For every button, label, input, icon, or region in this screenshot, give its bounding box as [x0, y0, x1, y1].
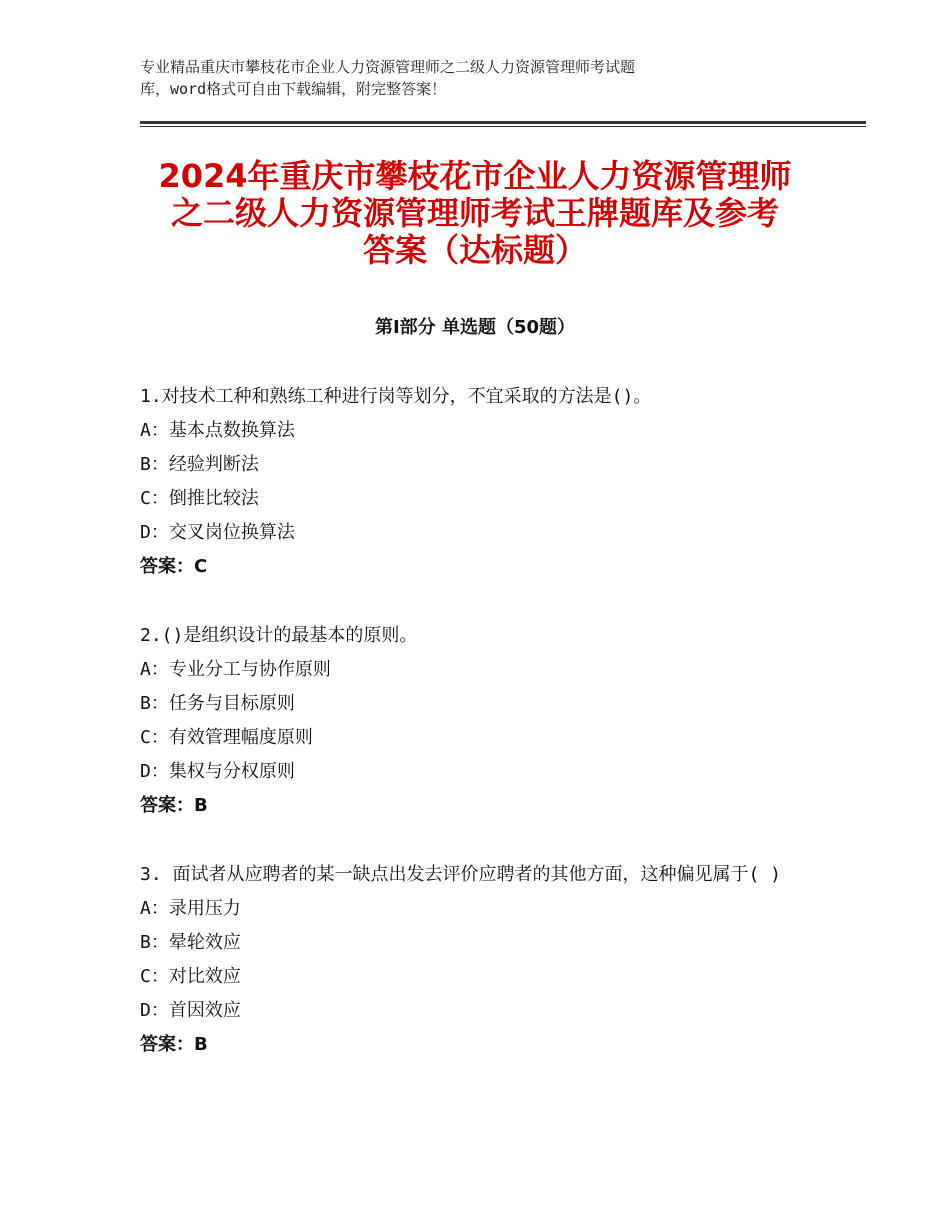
answer: 答案：B: [140, 795, 208, 816]
question-stem: 3. 面试者从应聘者的某一缺点出发去评价应聘者的其他方面，这种偏见属于( ): [140, 864, 782, 885]
option-c: C：有效管理幅度原则: [140, 727, 313, 748]
question-stem: 2.()是组织设计的最基本的原则。: [140, 625, 418, 646]
document-title-line-2: 之二级人力资源管理师考试王牌题库及参考: [170, 194, 779, 232]
header-note-line-2: 库，word格式可自由下载编辑，附完整答案！: [140, 80, 447, 98]
question-stem: 1.对技术工种和熟练工种进行岗等划分，不宜采取的方法是()。: [140, 386, 652, 407]
question-2: [140, 621, 820, 823]
option-c: C：对比效应: [140, 966, 241, 987]
document-title-line-3: 答案（达标题）: [362, 231, 587, 269]
option-d: D：交叉岗位换算法: [140, 522, 295, 543]
header-note-line-1: 专业精品重庆市攀枝花市企业人力资源管理师之二级人力资源管理师考试题: [140, 58, 636, 76]
document-title: [140, 158, 810, 269]
option-b: B：经验判断法: [140, 454, 259, 475]
option-a: A：基本点数换算法: [140, 420, 295, 441]
question-1: [140, 382, 820, 584]
section-title: 第Ⅰ部分 单选题（50题）: [374, 317, 575, 338]
answer: 答案：C: [140, 556, 208, 577]
option-c: C：倒推比较法: [140, 488, 259, 509]
document-title-line-1: 2024年重庆市攀枝花市企业人力资源管理师: [158, 157, 792, 195]
header-divider-thin: [140, 126, 866, 127]
option-d: D：首因效应: [140, 1000, 241, 1021]
option-a: A：录用压力: [140, 898, 241, 919]
header-divider-thick: [140, 121, 866, 124]
answer: 答案：B: [140, 1034, 208, 1055]
option-b: B：任务与目标原则: [140, 693, 295, 714]
option-a: A：专业分工与协作原则: [140, 659, 331, 680]
question-3: [140, 860, 820, 1062]
option-d: D：集权与分权原则: [140, 761, 295, 782]
header-note: [140, 56, 780, 100]
option-b: B：晕轮效应: [140, 932, 241, 953]
question-list: [140, 382, 820, 1099]
